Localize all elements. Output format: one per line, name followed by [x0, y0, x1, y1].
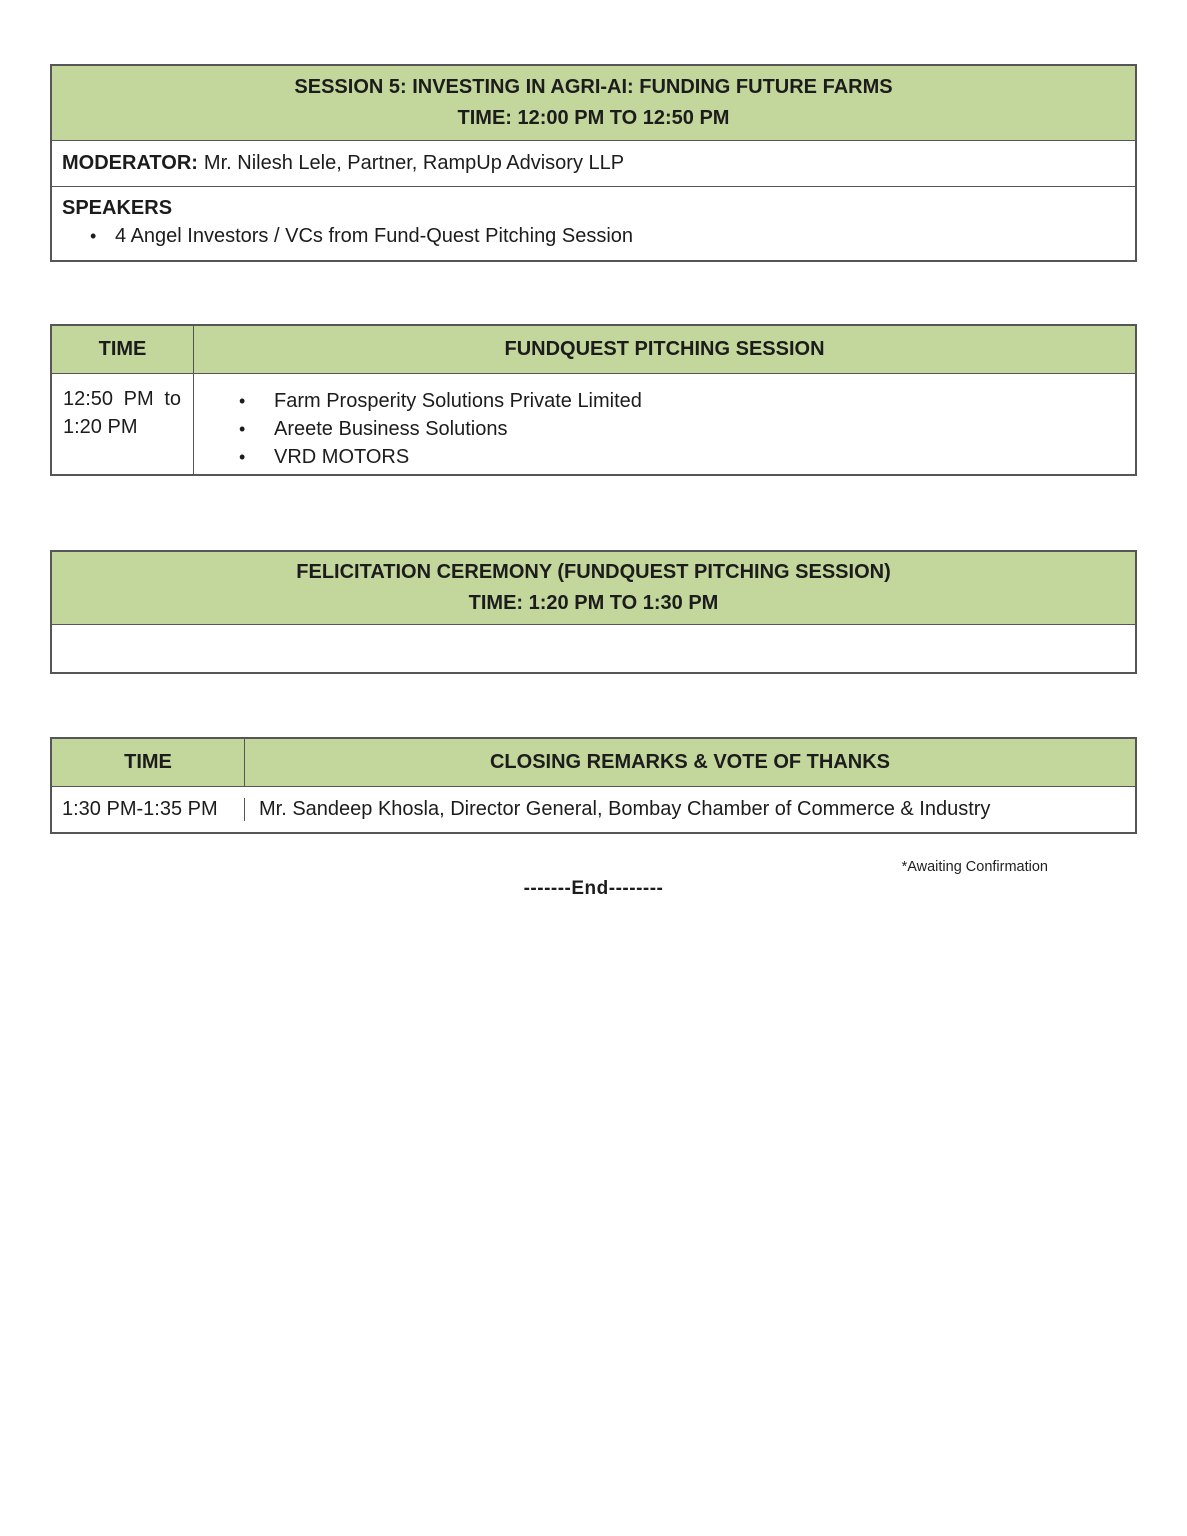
awaiting-confirmation-note: *Awaiting Confirmation: [901, 859, 1048, 875]
end-marker: -------End--------: [523, 878, 664, 899]
fundquest-table: [50, 324, 1137, 476]
felicitation-title: FELICITATION CEREMONY (FUNDQUEST PITCHING SESSION): [296, 561, 891, 583]
closing-speaker-cell: Mr. Sandeep Khosla, Director General, Bombay Chamber of Commerce & Industry: [259, 798, 991, 820]
closing-header-row: [52, 739, 1135, 786]
closing-data-row: [52, 786, 1135, 832]
speaker-list-item: [62, 222, 1125, 251]
session5-table: [50, 64, 1137, 262]
bullet-icon: •: [90, 226, 97, 246]
fundquest-data-row: [52, 373, 1135, 474]
fundquest-session-header: FUNDQUEST PITCHING SESSION: [194, 326, 1135, 373]
speaker-text: 4 Angel Investors / VCs from Fund-Quest Pitching Session: [115, 225, 634, 247]
agenda-content: [50, 0, 1137, 900]
bullet-icon: •: [239, 391, 246, 411]
bullet-icon: •: [239, 419, 246, 439]
speakers-label: SPEAKERS: [62, 197, 173, 219]
closing-time-cell: 1:30 PM-1:35 PM: [52, 798, 245, 821]
closing-table: [50, 737, 1137, 834]
company-list-item: [239, 443, 1125, 471]
session5-title: SESSION 5: INVESTING IN AGRI-AI: FUNDING FUTURE FARMS: [294, 76, 893, 98]
closing-remarks-header: CLOSING REMARKS & VOTE OF THANKS: [245, 739, 1135, 786]
fundquest-time-header: TIME: [52, 326, 194, 373]
bullet-icon: •: [239, 447, 246, 467]
fundquest-header-row: [52, 326, 1135, 373]
session5-time: TIME: 12:00 PM TO 12:50 PM: [457, 107, 730, 129]
company-list-item: [239, 415, 1125, 443]
company-name: VRD MOTORS: [274, 446, 410, 468]
felicitation-time: TIME: 1:20 PM TO 1:30 PM: [468, 592, 719, 614]
fundquest-company-list: [194, 374, 1135, 474]
fundquest-time-cell: [52, 374, 194, 474]
speakers-row: [52, 186, 1135, 260]
felicitation-header: [52, 552, 1135, 624]
felicitation-table: [50, 550, 1137, 674]
company-name: Areete Business Solutions: [274, 418, 508, 440]
moderator-name: Mr. Nilesh Lele, Partner, RampUp Advisory LLP: [203, 152, 625, 174]
moderator-label: MODERATOR:: [62, 152, 198, 174]
closing-time-header: TIME: [52, 739, 245, 786]
company-list-item: [239, 387, 1125, 415]
moderator-row: [52, 140, 1135, 186]
felicitation-empty-row: [52, 624, 1135, 672]
session5-header: [52, 66, 1135, 140]
company-name: Farm Prosperity Solutions Private Limited: [274, 390, 642, 412]
fundquest-time-value: 12:50 PM to 1:20 PM: [63, 388, 181, 438]
